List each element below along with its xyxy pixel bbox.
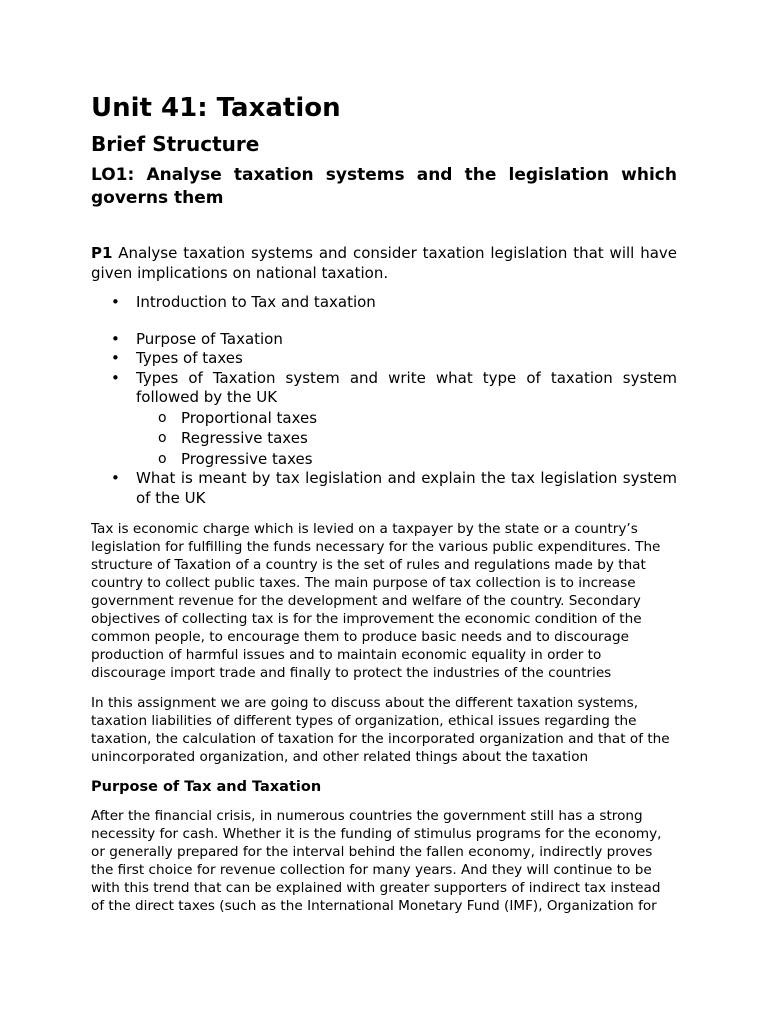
bullet-text: Introduction to Tax and taxation <box>136 293 376 311</box>
sub-list-item <box>136 449 677 470</box>
p1-text: Analyse taxation systems and consider taxation legislation that will have given implications on national taxation. <box>91 244 677 282</box>
sub-bullet-text: Proportional taxes <box>181 408 318 427</box>
intro-paragraph: Tax is economic charge which is levied on a taxpayer by the state or a country’s legislation for fulfilling the funds necessary for the various public expenditures. The structure of Taxation of a country is the set of rules and regulations made by that country to collect public taxes. The main purpose of tax collection is to increase government revenue for the development and welfare of the country. Secondary objectives of collecting tax is for the improvement the economic condition of the common people, to encourage them to produce basic needs and to discourage production of harmful issues and to maintain economic equality in order to discourage import trade and finally to protect the industries of the countries <box>91 521 661 681</box>
sub-list-item <box>136 428 677 449</box>
p1-criterion <box>91 243 677 283</box>
bullet-icon: • <box>111 329 120 348</box>
taxation-system-sub-list <box>136 408 677 470</box>
list-item <box>91 469 677 508</box>
document-title: Unit 41: Taxation <box>91 93 341 123</box>
bullet-icon: • <box>111 349 120 367</box>
sub-bullet-text: Progressive taxes <box>181 449 313 468</box>
bullet-icon: • <box>111 469 120 487</box>
circle-bullet-icon: o <box>158 409 167 426</box>
bullet-text: Types of Taxation system and write what type of taxation system followed by the UK <box>136 368 677 406</box>
section-heading: Purpose of Tax and Taxation <box>91 779 322 795</box>
document-content <box>91 92 677 915</box>
circle-bullet-icon: o <box>158 430 167 446</box>
bullet-text: Types of taxes <box>136 349 243 367</box>
circle-bullet-icon: o <box>158 450 167 467</box>
section-paragraph: After the financial crisis, in numerous countries the government still has a strong necessity for cash. Whether it is the funding of stimulus programs for the economy, or generally prepared for the interval behind the fallen economy, indirectly proves the first choice for revenue collection for many years. And they will continue to be with this trend that can be explained with greater supporters of indirect tax instead of the direct taxes (such as the International Monetary Fund (IMF), Organization for <box>91 808 662 914</box>
bullet-text: What is meant by tax legislation and explain the tax legislation system of the UK <box>136 469 677 507</box>
list-item <box>91 349 677 369</box>
sub-list-item <box>136 408 677 429</box>
list-item <box>91 369 677 470</box>
assignment-paragraph: In this assignment we are going to discuss about the different taxation systems, taxation liabilities of different types of organization, ethical issues regarding the taxation, the calculation of taxation for the incorporated organization and that of the unincorporated organization, and other related things about the taxation <box>91 695 670 765</box>
bullet-icon: • <box>111 368 120 387</box>
document-subtitle: Brief Structure <box>91 132 260 156</box>
sub-bullet-text: Regressive taxes <box>181 429 308 447</box>
list-item <box>91 330 677 350</box>
list-item <box>91 293 677 313</box>
learning-outcome-heading: LO1: Analyse taxation systems and the legislation which governs them <box>91 165 677 208</box>
p1-label: P1 <box>91 244 113 262</box>
structure-bullet-list <box>91 293 677 508</box>
bullet-text: Purpose of Taxation <box>136 329 283 348</box>
bullet-icon: • <box>111 293 120 311</box>
